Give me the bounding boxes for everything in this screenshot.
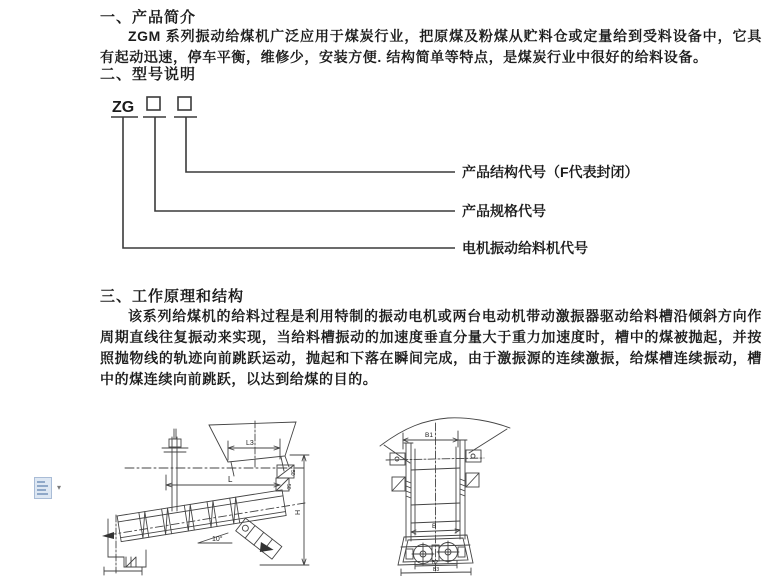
dim-50a-label: 50 xyxy=(289,470,295,476)
dim-b2-label: B2 xyxy=(432,560,439,566)
section1-paragraph: ZGM 系列振动给煤机广泛应用于煤炭行业，把原煤及粉煤从贮料仓或定量给到受料设备中，它具有起动迅速，停车平衡，维修少，安装方便. 结构简单等特点，是煤炭行业中很好的给料设备。 xyxy=(100,28,762,65)
chevron-down-icon[interactable]: ▾ xyxy=(57,483,62,492)
dim-50b-label: 50 xyxy=(285,484,291,490)
dim-l-label: L xyxy=(228,475,233,484)
dim-b-label: B xyxy=(432,523,437,530)
section2-heading: 二、型号说明 xyxy=(100,66,197,83)
dim-l3-label: L3 xyxy=(246,440,254,447)
callout-feeder-code: 电机振动给料机代号 xyxy=(462,240,588,256)
feeder-front-view-drawing xyxy=(370,413,520,576)
dim-b1-label: B1 xyxy=(425,432,433,439)
document-icon xyxy=(34,477,52,499)
dim-h-label: H xyxy=(295,509,302,515)
feeder-side-view-drawing xyxy=(100,415,330,576)
model-structure-box xyxy=(178,97,191,110)
section3-paragraph: 该系列给煤机的给料过程是利用特制的振动电机或两台电动机带动激振器驱动给料槽沿倾斜方向作周期直线往复振动来实现，当给料槽振动的加速度垂直分量大于重力加速度时，槽中的煤被抛起，并按照抛物线的轨迹向前跳跃运动，抛起和下落在瞬间完成，由于激振源的连续激振，给煤槽连续振动，槽中的煤连续向前跳跃，以达到给煤的目的。 xyxy=(100,308,762,387)
angle-label: 10° xyxy=(212,536,223,543)
model-code-diagram xyxy=(100,88,665,266)
vibration-direction-arrow xyxy=(259,542,275,555)
callout-spec-code: 产品规格代号 xyxy=(462,203,546,219)
callout-structure-code: 产品结构代号（F代表封闭） xyxy=(462,164,639,180)
model-code-text: ZG xyxy=(112,99,135,116)
dim-b3-label: B3 xyxy=(433,567,440,573)
section3-heading: 三、工作原理和结构 xyxy=(100,288,245,305)
section1-heading: 一、产品简介 xyxy=(100,9,197,26)
paste-options-button[interactable] xyxy=(34,477,68,501)
model-spec-box xyxy=(147,97,160,110)
